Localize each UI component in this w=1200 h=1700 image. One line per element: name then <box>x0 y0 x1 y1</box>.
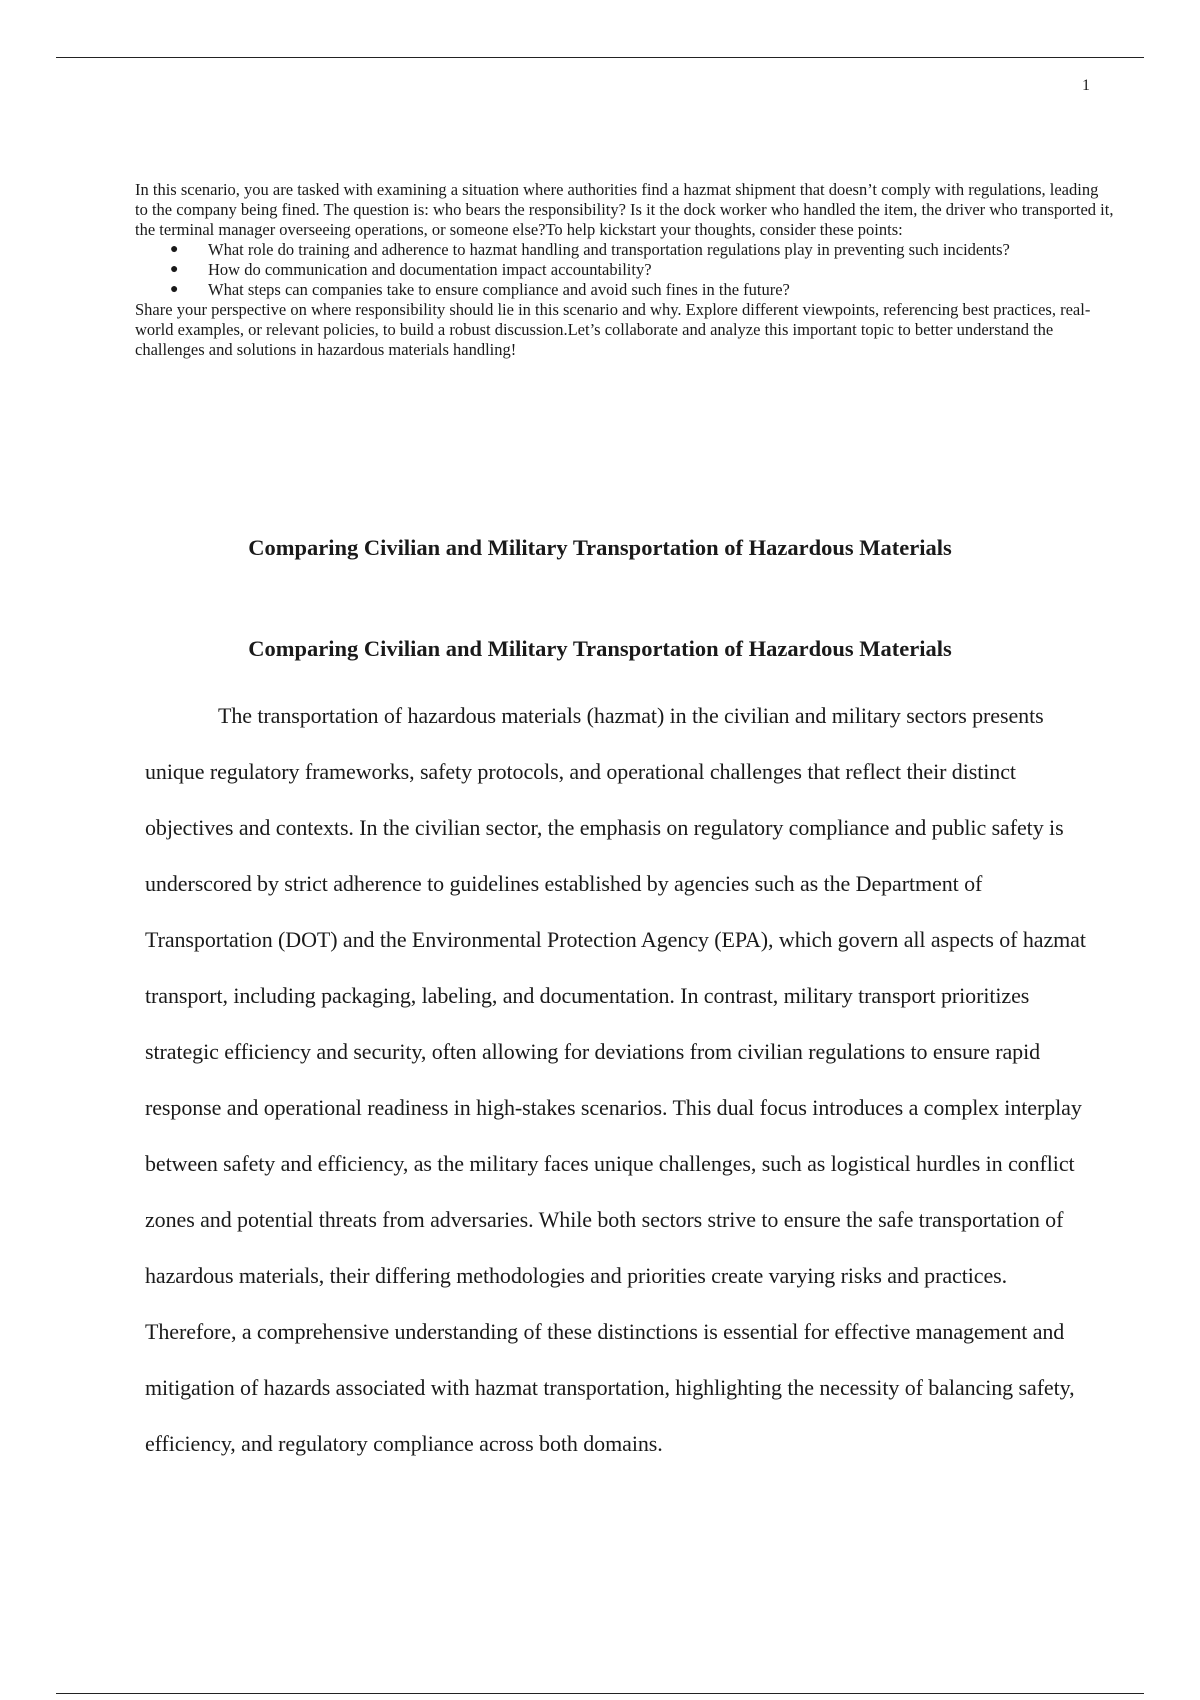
footer-rule <box>56 1693 1144 1694</box>
list-item <box>170 260 1115 280</box>
list-item <box>170 240 1115 260</box>
essay-paragraph: The transportation of hazardous materials (hazmat) in the civilian and military sectors presents unique regulatory frameworks, safety protocols, and operational challenges that reflect their distinct objectives and contexts. In the civilian sector, the emphasis on regulatory compliance and public safety is underscored by strict adherence to guidelines established by agencies such as the Department of Transportation (DOT) and the Environmental Protection Agency (EPA), which govern all aspects of hazmat transport, including packaging, labeling, and documentation. In contrast, military transport prioritizes strategic efficiency and security, often allowing for deviations from civilian regulations to ensure rapid response and operational readiness in high-stakes scenarios. This dual focus introduces a complex interplay between safety and efficiency, as the military faces unique challenges, such as logistical hurdles in conflict zones and potential threats from adversaries. While both sectors strive to ensure the safe transportation of hazardous materials, their differing methodologies and priorities create varying risks and practices. Therefore, a comprehensive understanding of these distinctions is essential for effective management and mitigation of hazards associated with hazmat transportation, highlighting the necessity of balancing safety, efficiency, and regulatory compliance across both domains. <box>145 703 1086 1456</box>
list-item <box>170 280 1115 300</box>
list-item-text: How do communication and documentation impact accountability? <box>208 260 652 279</box>
discussion-prompt <box>135 180 1115 360</box>
title-page-heading: Comparing Civilian and Military Transportation of Hazardous Materials <box>248 535 952 560</box>
bullet-icon: ● <box>170 282 179 297</box>
prompt-bullet-list <box>135 240 1115 300</box>
bullet-icon: ● <box>170 262 179 277</box>
page-number: 1 <box>1082 77 1090 94</box>
prompt-closing: Share your perspective on where responsibility should lie in this scenario and why. Explore different viewpoints, referencing best practices, real-world examples, or relevant policies, to build a robust discussion.Let’s collaborate and analyze this important topic to better understand the challenges and solutions in hazardous materials handling! <box>135 300 1091 359</box>
header-rule <box>56 57 1144 58</box>
list-item-text: What steps can companies take to ensure compliance and avoid such fines in the future? <box>208 280 790 299</box>
prompt-intro: In this scenario, you are tasked with examining a situation where authorities find a hazmat shipment that doesn’t comply with regulations, leading to the company being fined. The question is: who bears the responsibility? Is it the dock worker who handled the item, the driver who transported it, the terminal manager overseeing operations, or someone else?To help kickstart your thoughts, consider these points: <box>135 180 1114 239</box>
bullet-icon: ● <box>170 242 179 257</box>
list-item-text: What role do training and adherence to hazmat handling and transportation regulations play in preventing such incidents? <box>208 240 1010 259</box>
essay-heading: Comparing Civilian and Military Transportation of Hazardous Materials <box>248 636 952 661</box>
